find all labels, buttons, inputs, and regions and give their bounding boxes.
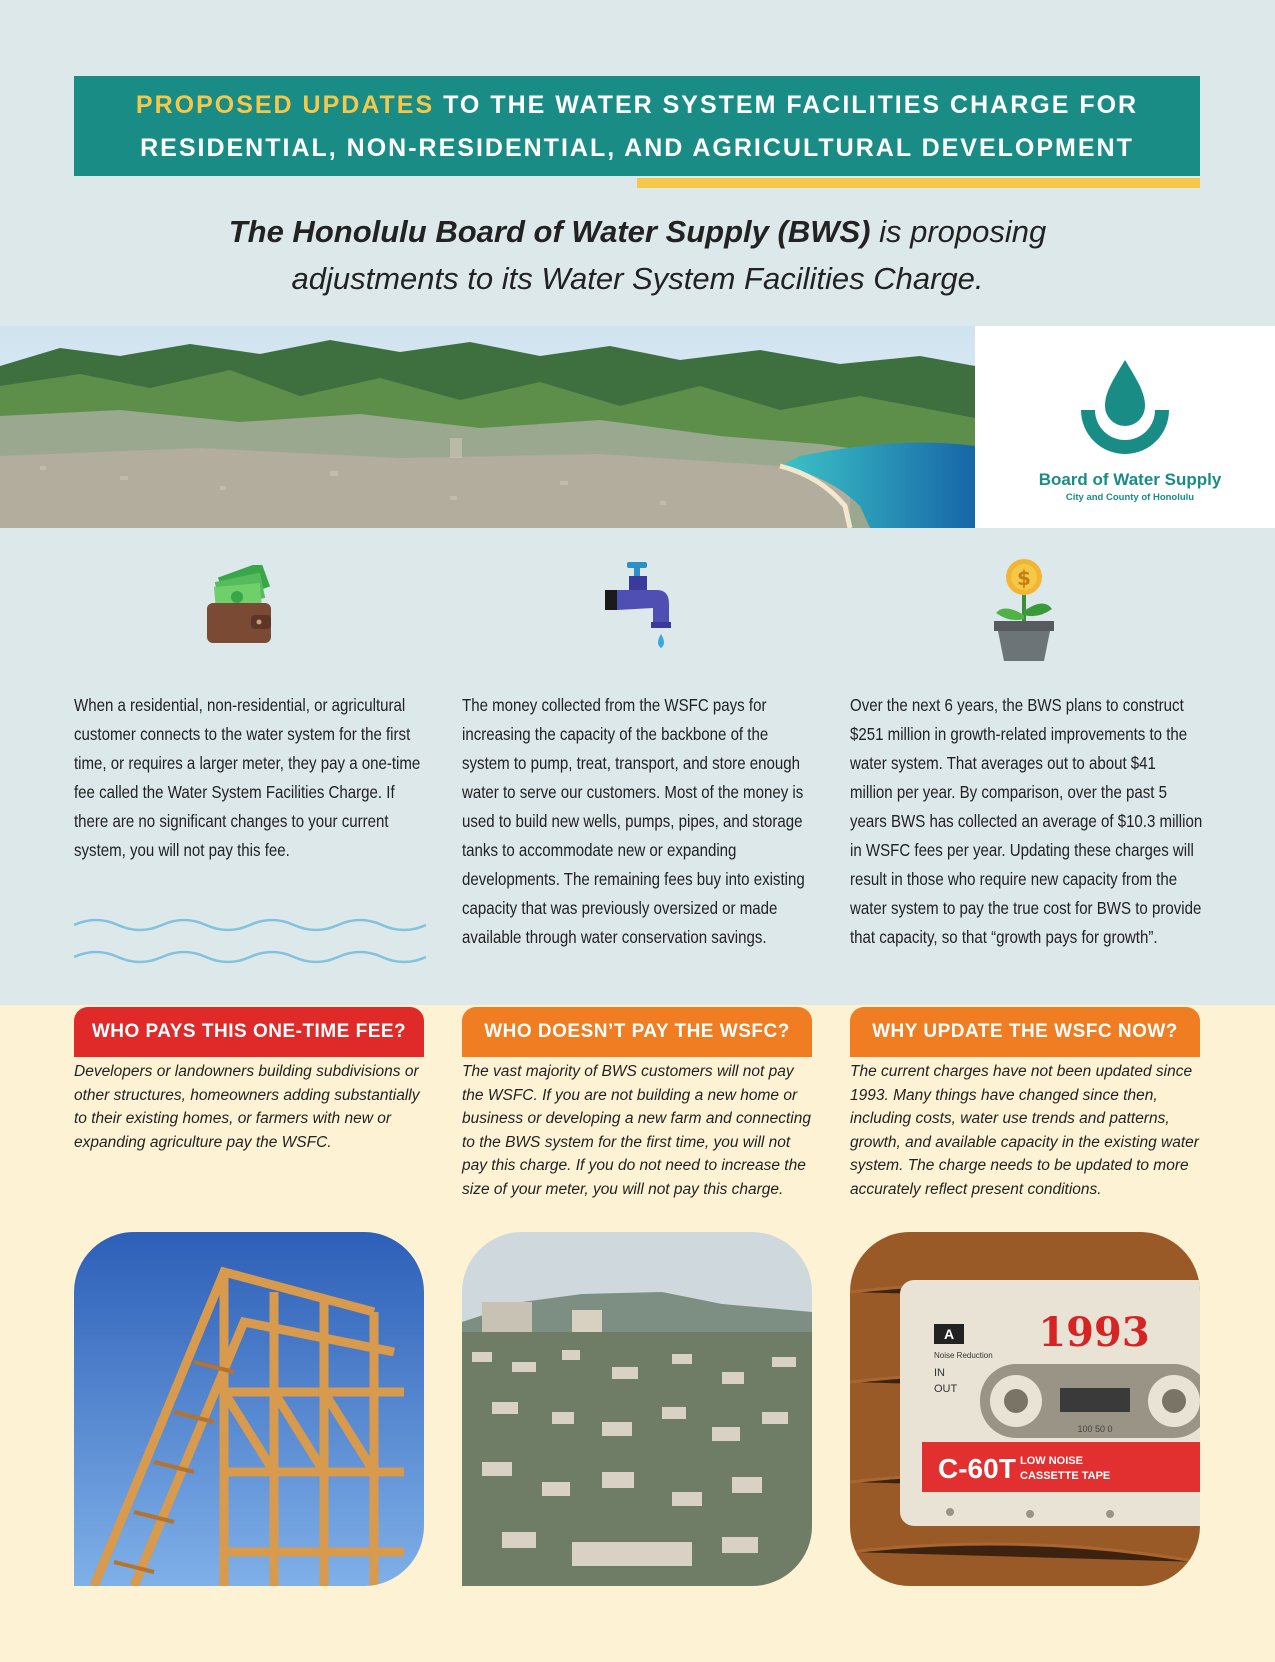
- cassette-year: 1993: [1038, 1309, 1150, 1356]
- neighborhood-photo: [462, 1232, 812, 1586]
- bws-logo: [975, 326, 1275, 528]
- title-underline: [637, 178, 1200, 188]
- who-doesnt-pay-text: The vast majority of BWS customers will not pay the WSFC. If you are not building a new home or business or developing a new farm and connecting to the BWS system for the first time, you will not pay this charge. If you do not need to increase the size of your meter, you will not pay this charge.: [462, 1063, 811, 1198]
- wave-decoration: [74, 910, 426, 970]
- subtitle-bold: The Honolulu Board of Water Supply (BWS): [228, 214, 871, 249]
- cassette-tape-photo: [850, 1232, 1200, 1586]
- title-highlight: PROPOSED UPDATES: [135, 91, 435, 119]
- cassette-noise-label: Noise Reduction: [934, 1351, 993, 1360]
- who-doesnt-pay-tag: WHO DOESN’T PAY THE WSFC?: [462, 1007, 812, 1057]
- house-framing-photo: [74, 1232, 424, 1586]
- cassette-desc-2: CASSETTE TAPE: [1020, 1470, 1111, 1482]
- column-3-text: Over the next 6 years, the BWS plans to construct $251 million in growth-related improvements to the water system. That averages out to about $41 million per year. By comparison, over the past 5 years BWS has collected an average of $10.3 million in WSFC fees per year. Updating these charges will result in those who require new capacity from the water system to pay the true cost for BWS to provide that capacity, so that “growth pays for growth”.: [850, 695, 1203, 947]
- title-rest: TO THE WATER SYSTEM FACILITIES CHARGE FOR: [434, 91, 1139, 119]
- who-pays-tag: WHO PAYS THIS ONE-TIME FEE?: [74, 1007, 424, 1057]
- column-1-text: When a residential, non-residential, or agricultural customer connects to the water system for the first time, or requires a larger meter, they pay a one-time fee called the Water System Facilities Charge. If there are no significant changes to your current system, you will not pay this fee.: [74, 695, 421, 860]
- cassette-side-label: A: [943, 1326, 955, 1342]
- subtitle-rest: is proposing: [870, 214, 1047, 249]
- title-line-2: RESIDENTIAL, NON-RESIDENTIAL, AND AGRICULTURAL DEVELOPMENT: [140, 134, 1134, 162]
- hero-landscape-photo: [0, 326, 975, 528]
- why-update-text: The current charges have not been updated since 1993. Many things have changed since then, including costs, water use trends and patterns, growth, and available capacity in the existing water system. The charge needs to be updated to more accurately reflect present conditions.: [850, 1063, 1199, 1198]
- money-plant-icon: [988, 555, 1058, 670]
- cassette-scale: 100 50 0: [1077, 1424, 1113, 1434]
- subtitle: [140, 208, 1135, 302]
- logo-name: Board of Water Supply: [1038, 470, 1222, 489]
- cassette-model: C-60T: [938, 1453, 1016, 1484]
- cassette-in-label: IN: [934, 1367, 945, 1379]
- wallet-icon: [207, 565, 277, 660]
- svg-text:$: $: [1017, 566, 1031, 590]
- logo-subtitle: City and County of Honolulu: [1065, 492, 1195, 503]
- who-pays-text: Developers or landowners building subdivisions or other structures, homeowners adding substantially to their existing homes, or farmers with new or expanding agriculture pay the WSFC.: [74, 1063, 420, 1151]
- water-drop-logo-icon: [1073, 356, 1177, 460]
- why-update-tag: WHY UPDATE THE WSFC NOW?: [850, 1007, 1200, 1057]
- title-line-1: [74, 84, 1200, 127]
- faucet-icon: [605, 560, 675, 665]
- cassette-desc-1: LOW NOISE: [1020, 1455, 1083, 1467]
- cassette-out-label: OUT: [934, 1383, 958, 1395]
- column-2-text: The money collected from the WSFC pays for increasing the capacity of the backbone of the system to pump, treat, transport, and store enough water to serve our customers. Most of the money is used to build new wells, pumps, pipes, and storage tanks to accommodate new or expanding developments. The remaining fees buy into existing capacity that was previously oversized or made available through water conservation savings.: [462, 695, 805, 947]
- title-banner: [74, 76, 1200, 176]
- subtitle-line-2: adjustments to its Water System Facilities Charge.: [291, 261, 984, 296]
